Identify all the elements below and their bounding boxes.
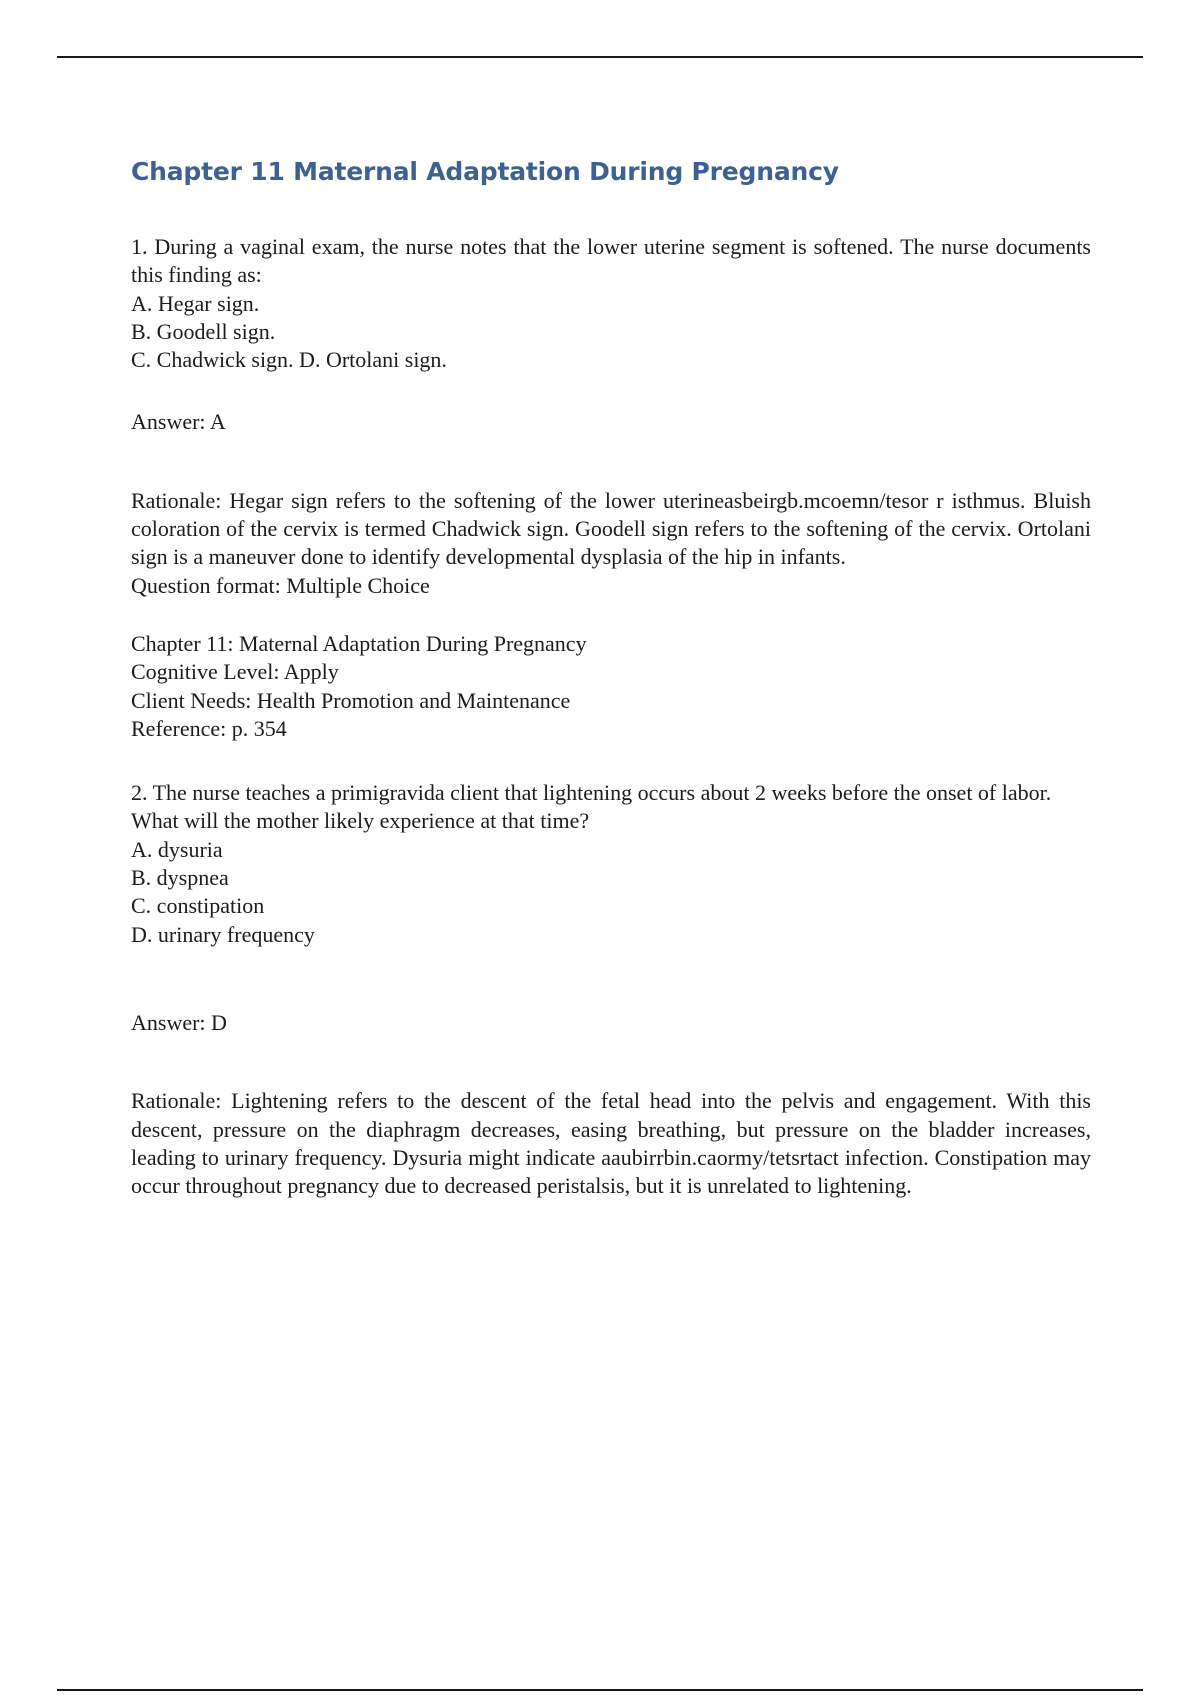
document-body [131,155,1091,1200]
question-2-option-a: A. dysuria [131,836,223,862]
question-1-cognitive-level: Cognitive Level: Apply [131,659,339,685]
question-1-option-b: B. Goodell sign. [131,318,276,344]
question-1-chapter: Chapter 11: Maternal Adaptation During Pregnancy [131,630,587,656]
question-2-answer: Answer: D [131,1009,227,1035]
question-1-option-a: A. Hegar sign. [131,290,260,316]
question-1-format: Question format: Multiple Choice [131,572,430,598]
question-1-rationale-block [131,487,1091,600]
question-1-metadata [131,630,1091,743]
question-2-option-d: D. urinary frequency [131,921,315,947]
question-2-option-b: B. dyspnea [131,865,229,891]
footer-rule [57,1689,1143,1691]
question-1-reference: Reference: p. 354 [131,715,287,741]
header-rule [57,56,1143,58]
question-1-option-cd: C. Chadwick sign. D. Ortolani sign. [131,347,447,373]
question-2-stem: 2. The nurse teaches a primigravida client that lightening occurs about 2 weeks before the onset of labor. What will the mother likely experience at that time? [131,780,1052,834]
question-2-rationale: Rationale: Lightening refers to the descent of the fetal head into the pelvis and engagement. With this descent, pressure on the diaphragm decreases, easing breathing, but pressure on the bladder increases, leading to urinary frequency. Dysuria might indicate aaubirrbin.caormy/tetsrtact infection. Constipation may occur throughout pregnancy due to decreased peristalsis, but it is unrelated to lightening. [131,1088,1091,1199]
question-1-rationale: Rationale: Hegar sign refers to the softening of the lower uterineasbeirgb.mcoemn/tesor r isthmus. Bluish coloration of the cervix is termed Chadwick sign. Goodell sign refers to the softening of the cervix. Ortolani sign is a maneuver done to identify developmental dysplasia of the hip in infants. [131,487,1091,570]
question-2-rationale-block [131,1087,1091,1200]
question-1-client-needs: Client Needs: Health Promotion and Maintenance [131,687,571,713]
question-1 [131,233,1091,374]
question-2 [131,779,1091,949]
chapter-title: Chapter 11 Maternal Adaptation During Pregnancy [131,157,839,186]
question-1-answer: Answer: A [131,409,226,435]
question-1-stem: 1. During a vaginal exam, the nurse notes that the lower uterine segment is softened. The nurse documents this finding as: [131,234,1091,288]
question-2-option-c: C. constipation [131,893,265,919]
